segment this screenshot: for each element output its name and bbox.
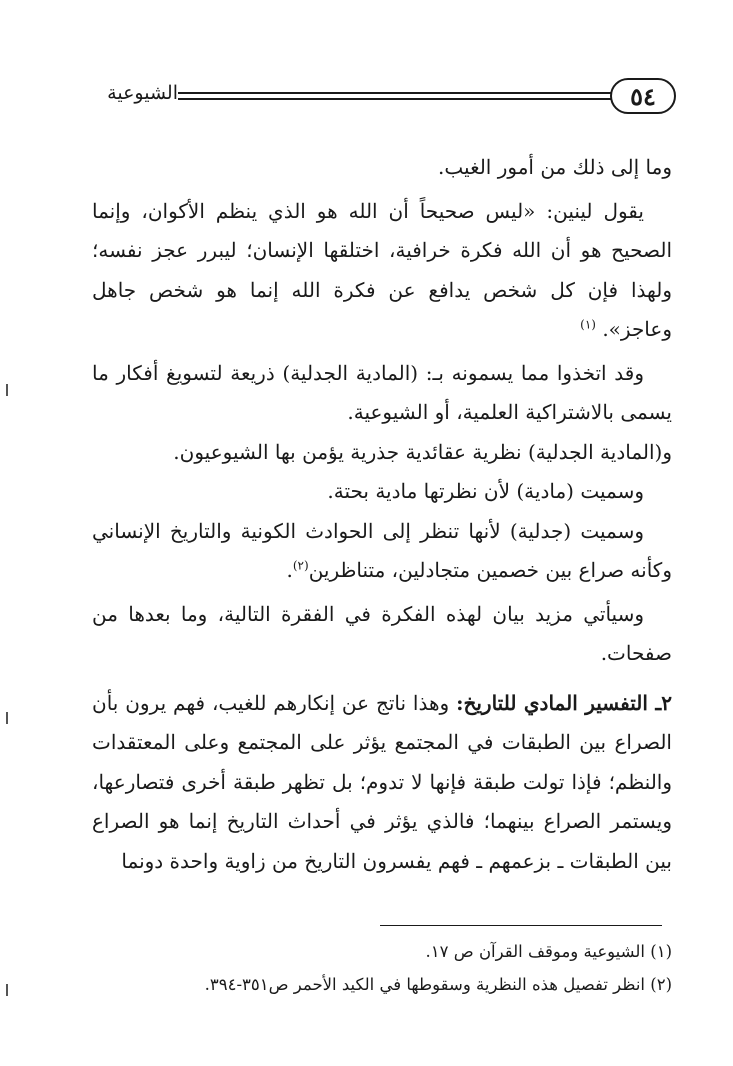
footnote-ref[interactable]: (٢) <box>292 558 309 573</box>
running-title: الشيوعية <box>107 82 178 104</box>
footnotes <box>92 935 672 1001</box>
header-double-rule <box>178 92 612 100</box>
section-heading: ٢ـ التفسير المادي للتاريخ: <box>456 690 672 715</box>
paragraph <box>92 192 672 350</box>
scan-edge-mark <box>6 712 8 724</box>
section-paragraph <box>92 684 672 882</box>
paragraph <box>92 472 672 512</box>
paragraph-text: وسميت (جدلية) لأنها تنظر إلى الحوادث الكونية والتاريخ الإنساني وكأنه صراع بين خصمين متجادلين، متناظرين <box>92 518 672 582</box>
footnote: (١) الشيوعية وموقف القرآن ص ١٧. <box>425 942 672 961</box>
scan-edge-mark <box>6 984 8 996</box>
page-header <box>88 78 680 118</box>
paragraph <box>92 354 672 433</box>
main-text <box>92 148 672 881</box>
footnote-separator <box>380 925 662 926</box>
paragraph <box>92 595 672 674</box>
paragraph-text: و(المادية الجدلية) نظرية عقائدية جذرية يؤمن بها الشيوعيون. <box>173 439 672 464</box>
paragraph-text: وسميت (مادية) لأن نظرتها مادية بحتة. <box>327 479 644 503</box>
paragraph-text: وقد اتخذوا مما يسمونه بـ: (المادية الجدلية) ذريعة لتسويغ أفكار ما يسمى بالاشتراكية العلمية، أو الشيوعية. <box>92 360 672 424</box>
footnote-ref[interactable]: (١) <box>580 317 596 332</box>
section-text: وهذا ناتج عن إنكارهم للغيب، فهم يرون بأن الصراع بين الطبقات في المجتمع يؤثر على المجتمع وعلى المعتقدات والنظم؛ فإذا تولت طبقة فإنها لا تدوم؛ بل تظهر طبقة أخرى فتصارعها، ويستمر الصراع بينهما؛ فالذي يؤثر في أحداث التاريخ إنما هو الصراع بين الطبقات ـ بزعمهم ـ فهم يفسرون التاريخ من زاوية واحدة دونما <box>92 690 672 873</box>
paragraph-text: وسيأتي مزيد بيان لهذه الفكرة في الفقرة التالية، وما بعدها من صفحات. <box>92 601 672 665</box>
scan-edge-mark <box>6 384 8 396</box>
paragraph <box>92 512 672 591</box>
page-number: ٥٤ <box>610 78 676 114</box>
paragraph-text: وما إلى ذلك من أمور الغيب. <box>438 155 672 179</box>
paragraph-text: يقول لينين: «ليس صحيحاً أن الله هو الذي ينظم الأكوان، وإنما الصحيح هو أن الله فكرة خرافية، اختلقها الإنسان؛ ليبرر عجز نفسه؛ ولهذا فإن كل شخص يدافع عن فكرة الله إنما هو شخص جاهل وعاجز». <box>92 198 672 341</box>
paragraph-tail: . <box>286 558 293 582</box>
footnote: (٢) انظر تفصيل هذه النظرية وسقوطها في الكيد الأحمر ص٣٥١-٣٩٤. <box>204 975 672 994</box>
paragraph <box>92 148 672 188</box>
paragraph <box>92 433 672 473</box>
